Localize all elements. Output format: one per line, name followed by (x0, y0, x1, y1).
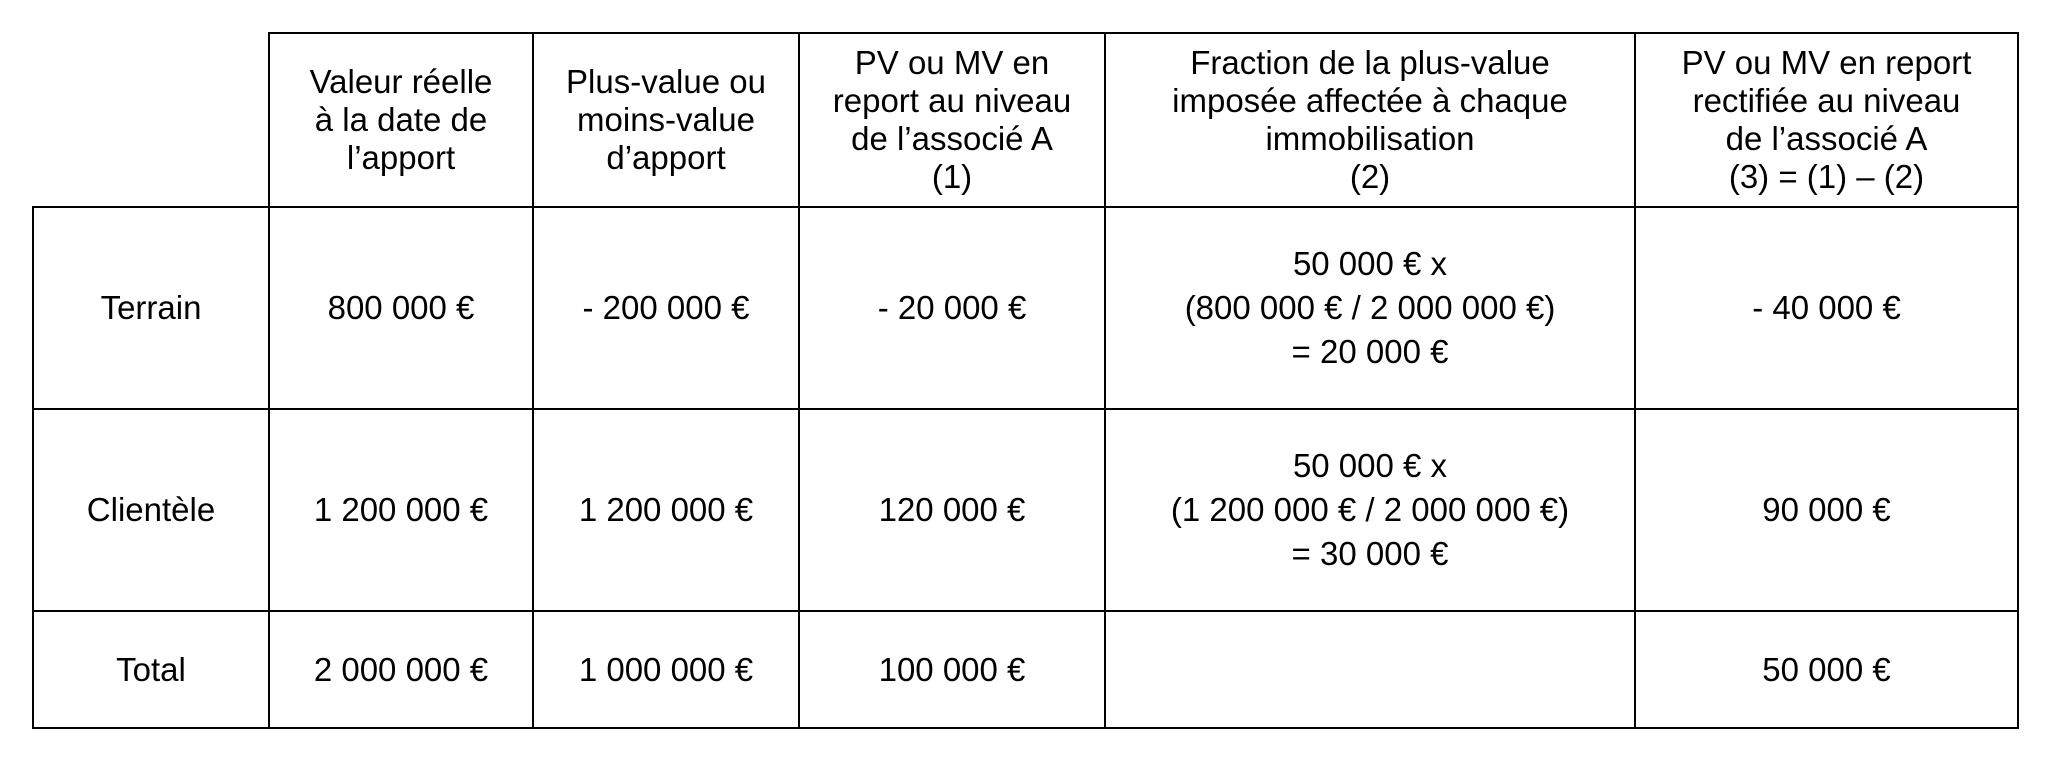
corner-cell (33, 33, 269, 207)
cell-pv-apport: 1 000 000 € (533, 611, 799, 728)
cell-fraction: 50 000 € x (1 200 000 € / 2 000 000 €) = 30 000 € (1105, 409, 1635, 611)
cell-fraction-empty (1105, 611, 1635, 728)
cell-pv-apport: 1 200 000 € (533, 409, 799, 611)
cell-valeur: 1 200 000 € (269, 409, 533, 611)
header-fraction-plus-value: Fraction de la plus-value imposée affectée à chaque immobilisation (2) (1105, 33, 1635, 207)
table-row-terrain (33, 207, 2018, 409)
header-row (33, 33, 2018, 207)
table-row-clientele (33, 409, 2018, 611)
row-label: Total (33, 611, 269, 728)
cell-pv-apport: - 200 000 € (533, 207, 799, 409)
cell-pv-report: 100 000 € (799, 611, 1105, 728)
header-pv-mv-rectifiee: PV ou MV en report rectifiée au niveau de l’associé A (3) = (1) – (2) (1635, 33, 2018, 207)
cell-pv-report: - 20 000 € (799, 207, 1105, 409)
header-pv-mv-report: PV ou MV en report au niveau de l’associé A (1) (799, 33, 1105, 207)
cell-valeur: 2 000 000 € (269, 611, 533, 728)
cell-rectifiee: 90 000 € (1635, 409, 2018, 611)
cell-valeur: 800 000 € (269, 207, 533, 409)
cell-pv-report: 120 000 € (799, 409, 1105, 611)
header-valeur-reelle: Valeur réelle à la date de l’apport (269, 33, 533, 207)
cell-fraction: 50 000 € x (800 000 € / 2 000 000 €) = 20 000 € (1105, 207, 1635, 409)
row-label: Clientèle (33, 409, 269, 611)
header-plus-value-apport: Plus-value ou moins-value d’apport (533, 33, 799, 207)
plus-value-table (32, 32, 2019, 729)
cell-rectifiee: 50 000 € (1635, 611, 2018, 728)
table-row-total (33, 611, 2018, 728)
row-label: Terrain (33, 207, 269, 409)
cell-rectifiee: - 40 000 € (1635, 207, 2018, 409)
